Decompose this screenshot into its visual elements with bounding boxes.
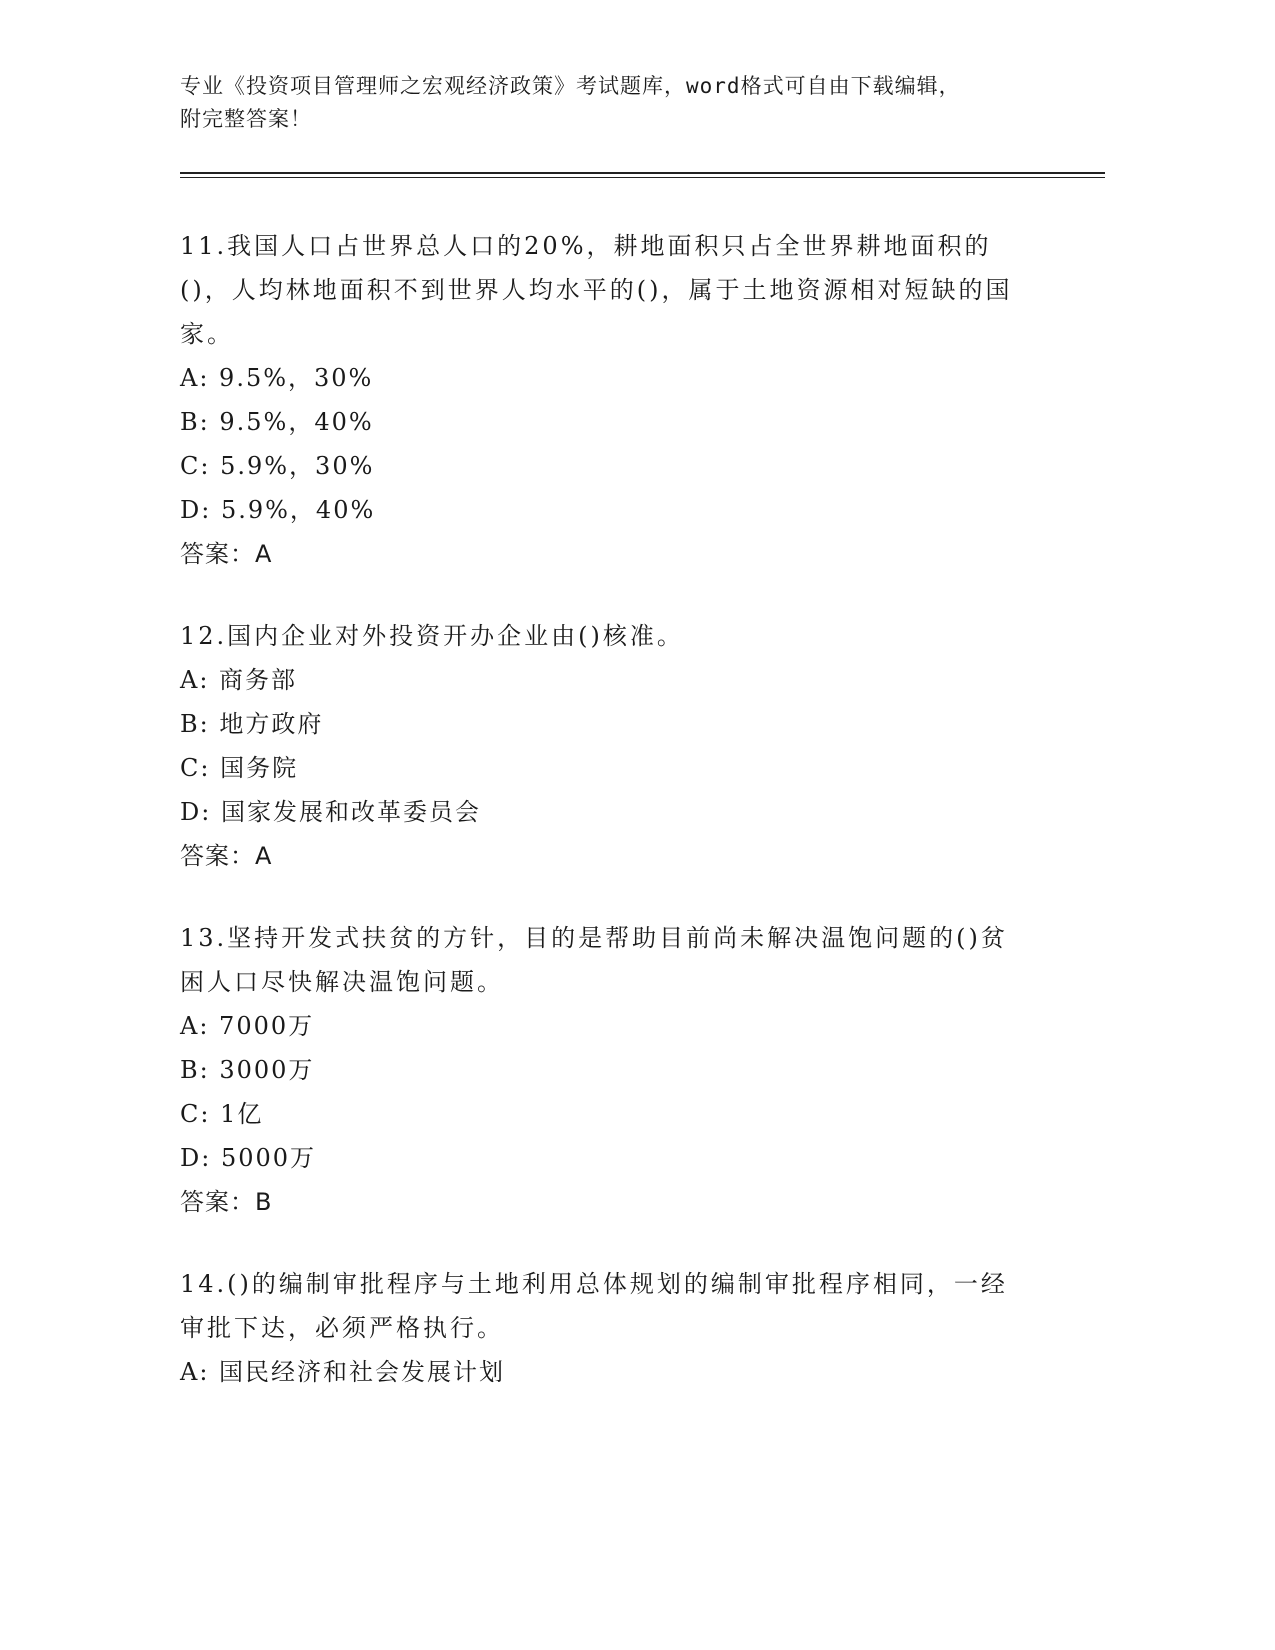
document-page: [180, 70, 1105, 1432]
option-d: D: 5.9%，40%: [180, 496, 376, 524]
question-13: [180, 916, 1105, 1224]
question-list: [180, 224, 1105, 1394]
option-b: B: 3000万: [180, 1056, 315, 1084]
question-stem: 14.()的编制审批程序与土地利用总体规划的编制审批程序相同，一经审批下达，必须严格执行。: [180, 1270, 1008, 1342]
option-a: A: 9.5%，30%: [180, 364, 374, 392]
option-d: D: 5000万: [180, 1144, 317, 1172]
question-stem: 13.坚持开发式扶贫的方针，目的是帮助目前尚未解决温饱问题的()贫困人口尽快解决温饱问题。: [180, 924, 1008, 996]
question-stem: 11.我国人口占世界总人口的20%，耕地面积只占全世界耕地面积的()，人均林地面积不到世界人均水平的()，属于土地资源相对短缺的国家。: [180, 232, 1013, 348]
question-14: [180, 1262, 1105, 1394]
option-c: C: 5.9%，30%: [180, 452, 375, 480]
option-c: C: 1亿: [180, 1100, 264, 1128]
answer-line: 答案：B: [180, 1188, 273, 1216]
option-a: A: 7000万: [180, 1012, 315, 1040]
option-a: A: 商务部: [180, 666, 298, 694]
option-c: C: 国务院: [180, 754, 299, 782]
answer-line: 答案：A: [180, 842, 273, 870]
question-11: [180, 224, 1105, 576]
question-stem: 12.国内企业对外投资开办企业由()核准。: [180, 622, 684, 650]
option-b: B: 9.5%，40%: [180, 408, 374, 436]
option-d: D: 国家发展和改革委员会: [180, 798, 481, 826]
answer-line: 答案：A: [180, 540, 273, 568]
header-divider: [180, 172, 1105, 178]
document-header-line-1: 专业《投资项目管理师之宏观经济政策》考试题库，word格式可自由下载编辑，: [180, 74, 961, 98]
option-a: A: 国民经济和社会发展计划: [180, 1358, 506, 1386]
document-header-line-2: 附完整答案！: [180, 107, 312, 131]
option-b: B: 地方政府: [180, 710, 324, 738]
question-12: [180, 614, 1105, 878]
